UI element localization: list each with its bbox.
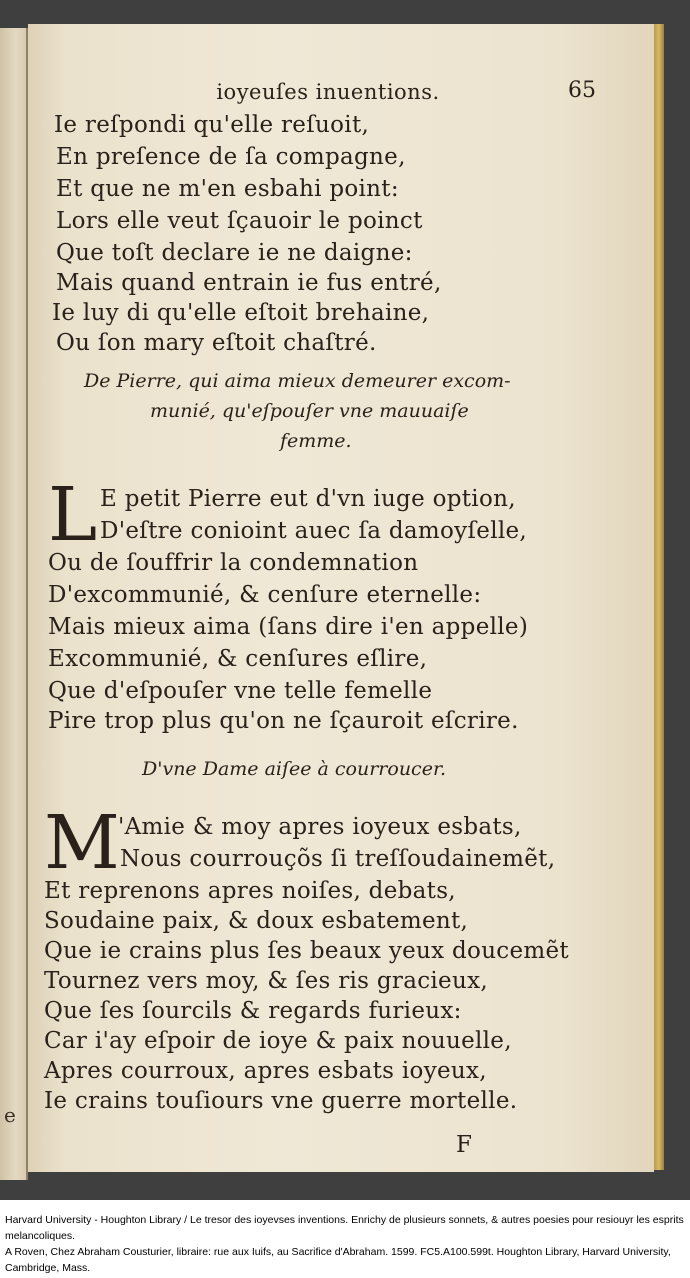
signature-mark: F xyxy=(456,1132,472,1158)
verse-line: D'eſtre conioint auec ſa damoyſelle, xyxy=(100,518,528,544)
verse-line: Ou ſon mary eſtoit chaſtré. xyxy=(56,330,377,356)
verse-line: Ie crains touſiours vne guerre mortelle. xyxy=(44,1088,518,1114)
verse-line: 'Amie & moy apres ioyeux esbats, xyxy=(118,814,522,840)
left-page-edge xyxy=(0,28,28,1180)
verse-line: Excommunié, & cenſures eſlire, xyxy=(48,646,428,672)
verse-line: Tournez vers moy, & ſes ris gracieux, xyxy=(44,968,488,994)
caption-line: Harvard University - Houghton Library / Le tresor des ioyevses inventions. Enrichy de plusieurs sonnets, & autres poesies pour resiouyr les esprits melancoliques. xyxy=(5,1214,684,1242)
verse-line: Lors elle veut ſçauoir le poinct xyxy=(56,208,423,234)
verse-line: Soudaine paix, & doux esbatement, xyxy=(44,908,469,934)
verse-line: Nous courrouçõs ſi treſſoudainemẽt, xyxy=(120,846,556,872)
verse-line: Ie reſpondi qu'elle reſuoit, xyxy=(54,112,370,138)
verse-line: Et que ne m'en esbahi point: xyxy=(56,176,399,202)
verse-line: Que d'eſpouſer vne telle femelle xyxy=(48,678,433,704)
verse-line: D'excommunié, & cenſure eternelle: xyxy=(48,582,482,608)
image-caption xyxy=(5,1212,685,1276)
poem-heading: munié, qu'eſpouſer vne mauuaiſe xyxy=(150,400,469,422)
left-page-letter: e xyxy=(4,1103,16,1127)
verse-line: En preſence de ſa compagne, xyxy=(56,144,406,170)
verse-line: Que ſes ſourcils & regards furieux: xyxy=(44,998,462,1024)
gilt-page-edge xyxy=(654,24,664,1170)
verse-line: Et reprenons apres noiſes, debats, xyxy=(44,878,456,904)
poem-heading: femme. xyxy=(280,430,352,452)
verse-line: Mais mieux aima (ſans dire i'en appelle) xyxy=(48,614,529,640)
drop-cap: M xyxy=(44,800,120,886)
verse-line: Apres courroux, apres esbats ioyeux, xyxy=(44,1058,487,1084)
page-number: 65 xyxy=(568,78,596,103)
verse-line: Que toſt declare ie ne daigne: xyxy=(56,240,413,266)
running-head: ioyeuſes inuentions. xyxy=(216,80,440,104)
verse-line: Ou de ſouffrir la condemnation xyxy=(48,550,419,576)
caption-line: A Roven, Chez Abraham Cousturier, libraire: rue aux Iuifs, au Sacrifice d'Abraham. 1599. FC5.A100.599t. Houghton Library, Harvard University, Cambridge, Mass. xyxy=(5,1246,671,1274)
verse-line: Que ie crains plus ſes beaux yeux doucemẽt xyxy=(44,938,569,964)
verse-line: Pire trop plus qu'on ne ſçauroit eſcrire. xyxy=(48,708,519,734)
poem-heading: De Pierre, qui aima mieux demeurer excom- xyxy=(84,370,511,392)
verse-line: Car i'ay eſpoir de ioye & paix nouuelle, xyxy=(44,1028,512,1054)
drop-cap: L xyxy=(48,472,98,558)
poem-heading: D'vne Dame aiſee à courroucer. xyxy=(142,758,446,780)
verse-line: E petit Pierre eut d'vn iuge option, xyxy=(100,486,516,512)
page xyxy=(28,24,654,1172)
verse-line: Mais quand entrain ie fus entré, xyxy=(56,270,442,296)
verse-line: Ie luy di qu'elle eſtoit brehaine, xyxy=(52,300,430,326)
